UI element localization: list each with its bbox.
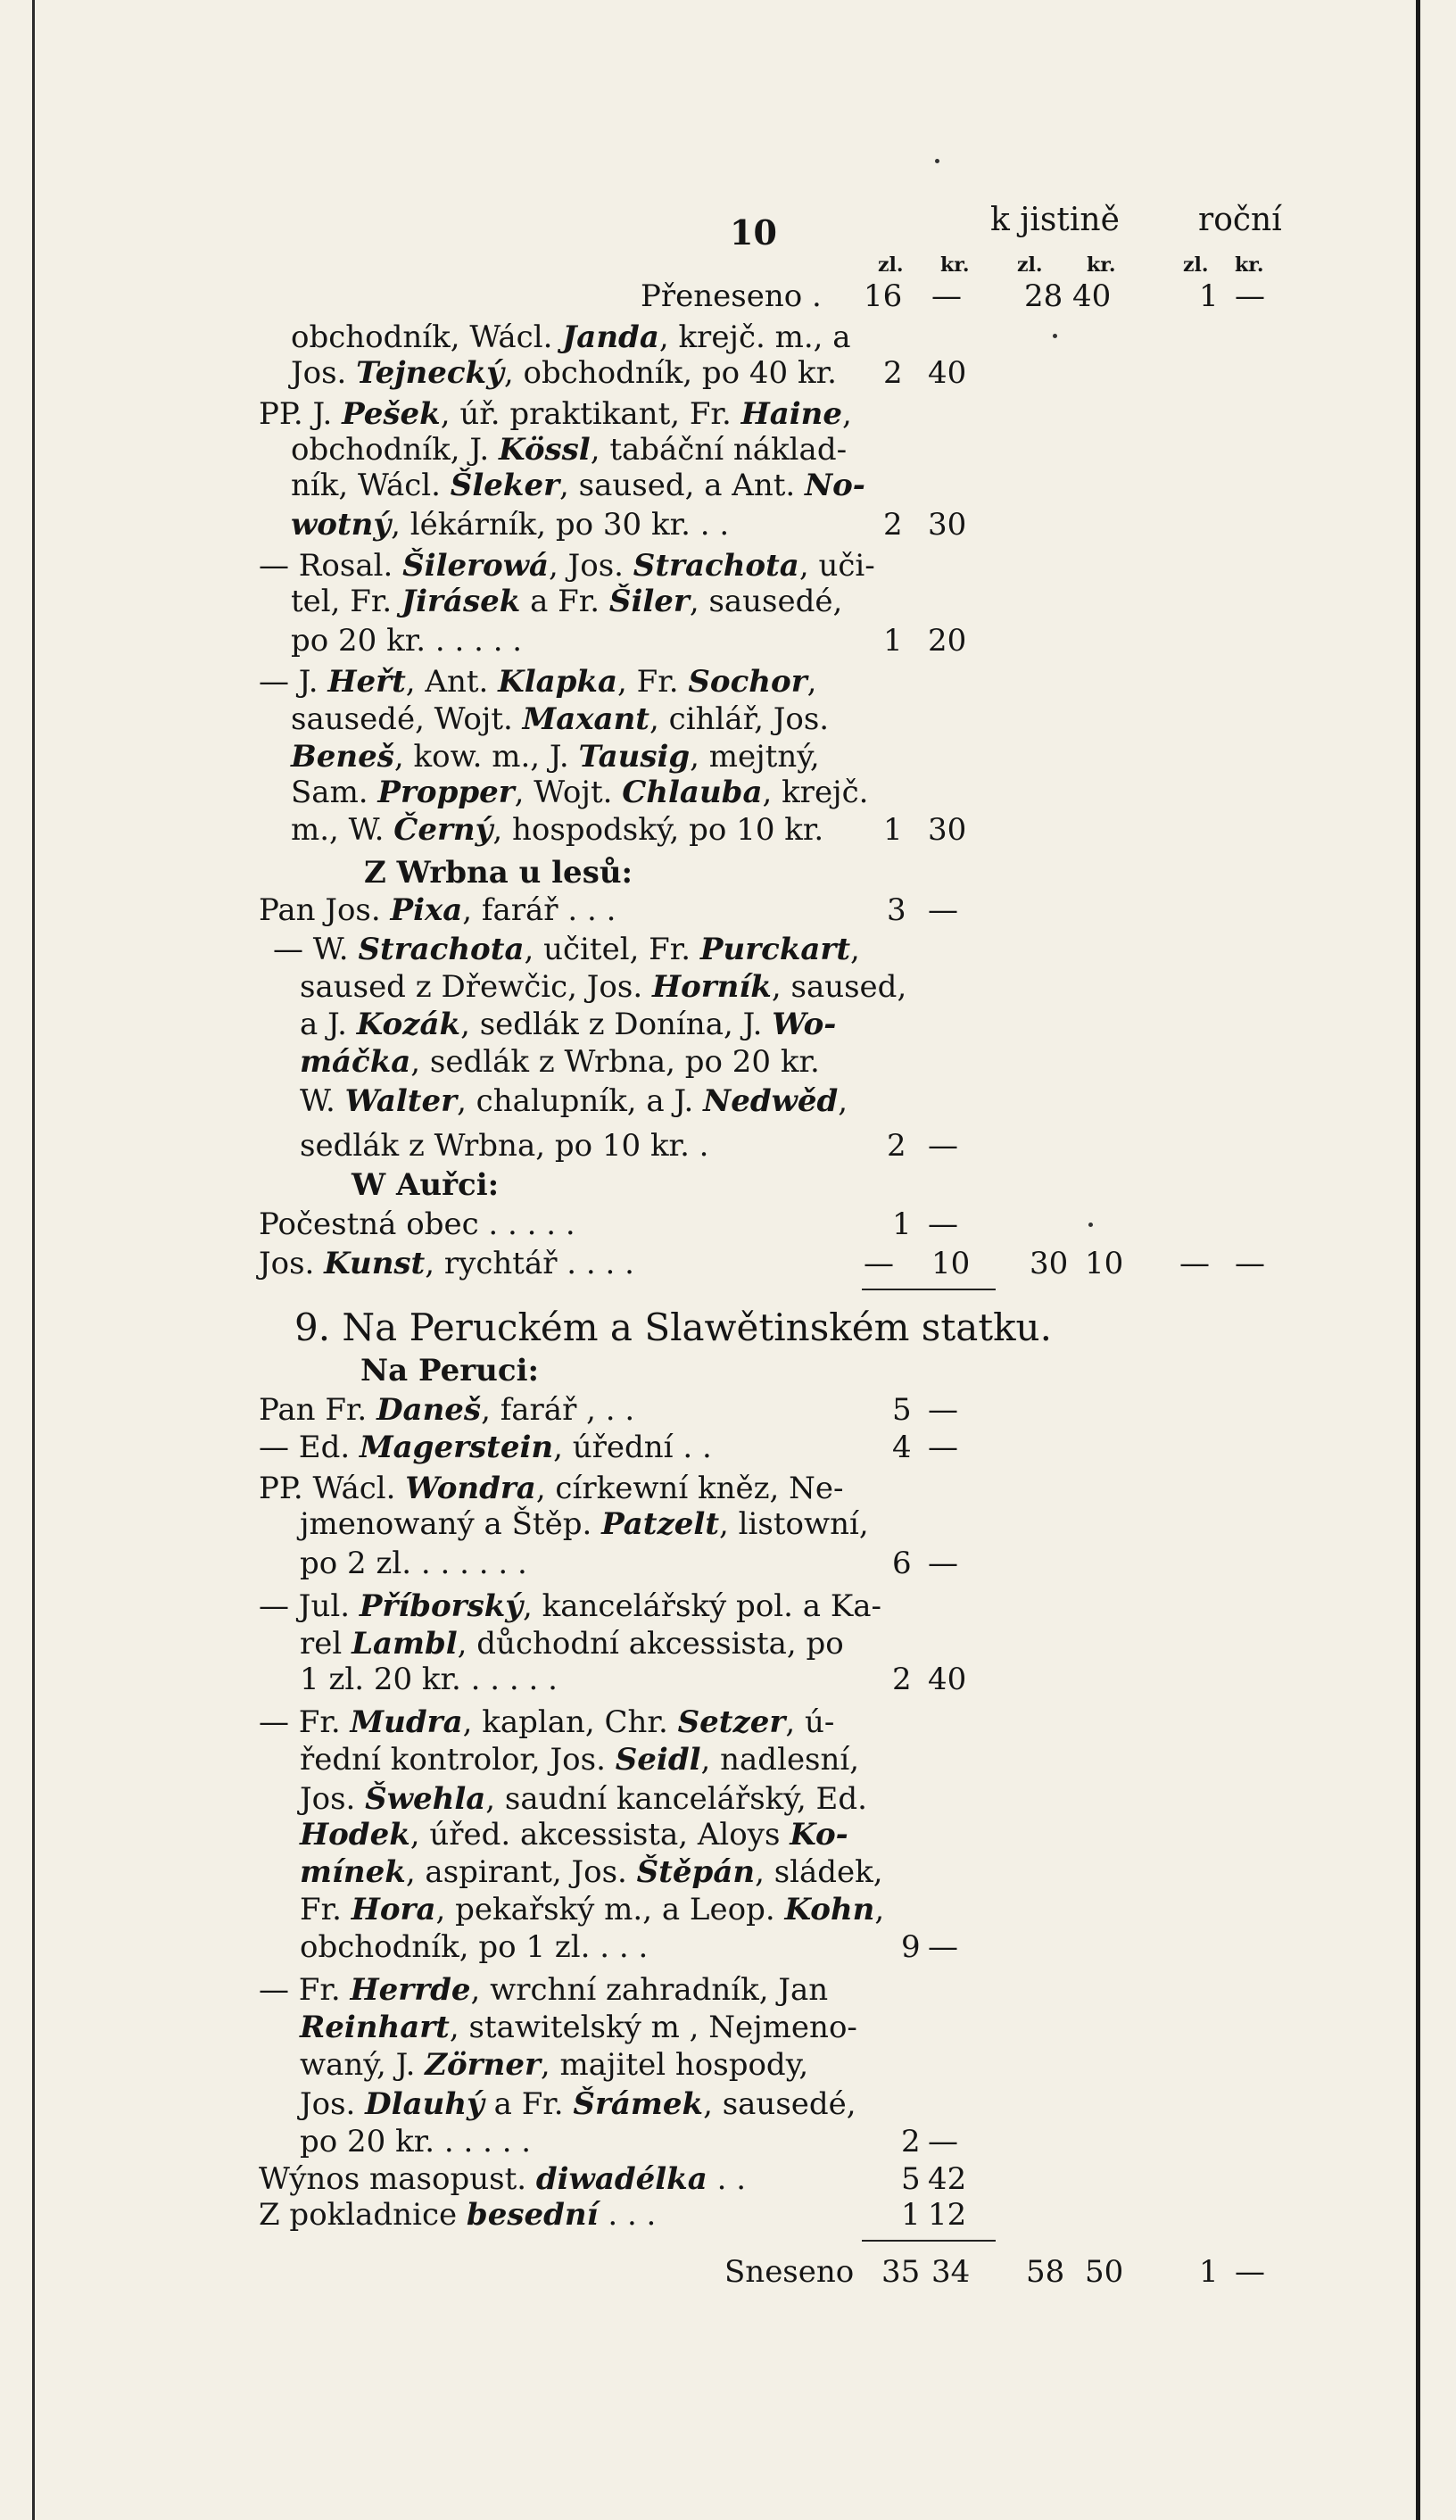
amount-kr: — [928,1392,958,1428]
text-line: obchodník, Wácl. Janda, krejč. m., a [291,319,851,355]
principal-kr: 10 [1085,1246,1124,1281]
text-line: ník, Wácl. Šleker, saused, a Ant. No- [291,468,865,503]
total-v3: 58 [1026,2254,1065,2290]
amount-zl: 1 [883,623,903,659]
stray-mark [935,159,939,163]
text-line: 1 zl. 20 kr. . . . . . [300,1662,558,1697]
amount-zl: — [864,1246,894,1281]
amount-zl: 1 [901,2197,921,2233]
text-line: obchodník, J. Kössl, tabáční náklad- [291,432,848,468]
text-line: Sam. Propper, Wojt. Chlauba, krejč. [291,775,869,810]
subtotal-rule [862,1289,996,1290]
amount-kr: 42 [928,2161,967,2197]
subheader-zl-2: zl. [1017,253,1043,277]
text-line: — W. Strachota, učitel, Fr. Purckart, [273,932,860,967]
text-line: mínek, aspirant, Jos. Štěpán, sládek, [300,1854,883,1890]
stray-mark [1088,1223,1093,1227]
total-v1: 35 [881,2254,921,2290]
amount-zl: 5 [901,2161,921,2197]
text-line: Fr. Hora, pekařský m., a Leop. Kohn, [300,1892,885,1927]
text-line: Pan Fr. Daneš, farář , . . [259,1392,635,1428]
text-line: Počestná obec . . . . . [259,1206,575,1242]
text-line: po 20 kr. . . . . . [300,2124,532,2159]
text-line: máčka, sedlák z Wrbna, po 20 kr. [300,1044,820,1080]
amount-zl: 2 [883,507,903,543]
text-line: Beneš, kow. m., J. Tausig, mejtný, [291,739,820,775]
subheader-zl-1: zl. [878,253,904,277]
text-line: Jos. Dlauhý a Fr. Šrámek, sausedé, [300,2086,856,2122]
carried-v5: 1 [1199,278,1219,314]
text-line: Pan Jos. Pixa, farář . . . [259,892,616,928]
subheading: Z Wrbna u lesů: [364,855,633,891]
subheader-kr-2: kr. [1087,253,1116,277]
amount-zl: 1 [892,1206,912,1242]
text-line: PP. Wácl. Wondra, církewní kněz, Ne- [259,1471,844,1506]
amount-kr: 10 [931,1246,971,1281]
text-line: Jos. Šwehla, saudní kancelářský, Ed. [300,1781,867,1817]
total-v4: 50 [1085,2254,1124,2290]
principal-zl: 30 [1030,1246,1069,1281]
amount-kr: 40 [928,1662,967,1697]
text-line: Wýnos masopust. diwadélka . . [259,2161,746,2197]
amount-zl: 2 [887,1128,906,1164]
amount-zl: 2 [892,1662,912,1697]
amount-kr: — [928,1929,958,1965]
text-line: řední kontrolor, Jos. Seidl, nadlesní, [300,1742,860,1778]
amount-kr: 20 [928,623,967,659]
text-line: — Ed. Magerstein, úřední . . [259,1430,712,1465]
amount-zl: 3 [887,892,906,928]
text-line: Reinhart, stawitelský m , Nejmeno- [300,2010,857,2045]
text-line: — J. Heřt, Ant. Klapka, Fr. Sochor, [259,664,817,700]
total-label: Sneseno [724,2254,855,2290]
annual-kr: — [1235,1246,1265,1281]
amount-zl: 2 [901,2124,921,2159]
amount-kr: 12 [928,2197,967,2233]
subheading: W Auřci: [352,1167,500,1203]
subheader-kr-3: kr. [1235,253,1264,277]
amount-zl: 5 [892,1392,912,1428]
amount-kr: 40 [928,355,967,391]
carried-v4: 40 [1072,278,1112,314]
amount-kr: 30 [928,507,967,543]
carried-v2: — [931,278,962,314]
text-line: waný, J. Zörner, majitel hospody, [300,2047,809,2083]
text-line: jmenowaný a Štěp. Patzelt, listowní, [300,1506,869,1542]
stray-mark [1053,334,1057,338]
text-line: — Jul. Příborský, kancelářský pol. a Ka- [259,1588,882,1624]
text-line: a J. Kozák, sedlák z Donína, J. Wo- [300,1007,837,1042]
header-principal: k jistině [990,202,1120,238]
text-line: saused z Dřewčic, Jos. Horník, saused, [300,969,907,1005]
text-line: Hodek, úřed. akcessista, Aloys Ko- [300,1817,848,1853]
text-line: sausedé, Wojt. Maxant, cihlář, Jos. [291,701,830,737]
amount-zl: 1 [883,812,903,848]
subheader-kr-1: kr. [940,253,970,277]
text-line: rel Lambl, důchodní akcessista, po [300,1626,844,1662]
total-rule [862,2240,996,2242]
amount-kr: — [928,1128,958,1164]
total-v6: — [1235,2254,1265,2290]
carried-label: Přeneseno . [641,278,822,314]
amount-kr: — [928,1430,958,1465]
total-v2: 34 [931,2254,971,2290]
text-line: m., W. Černý, hospodský, po 10 kr. [291,812,824,848]
total-v5: 1 [1199,2254,1219,2290]
text-line: Z pokladnice besední . . . [259,2197,657,2233]
text-line: Jos. Kunst, rychtář . . . . [259,1246,634,1281]
amount-zl: 9 [901,1929,921,1965]
text-line: PP. J. Pešek, úř. praktikant, Fr. Haine, [259,396,852,432]
text-line: — Fr. Herrde, wrchní zahradník, Jan [259,1972,829,2008]
subheading: Na Peruci: [360,1353,540,1388]
text-line: tel, Fr. Jirásek a Fr. Šiler, sausedé, [291,584,843,619]
amount-zl: 4 [892,1430,912,1465]
text-line: — Rosal. Šilerowá, Jos. Strachota, uči- [259,548,875,584]
amount-zl: 2 [883,355,903,391]
text-line: W. Walter, chalupník, a J. Nedwěd, [300,1083,848,1119]
amount-zl: 6 [892,1546,912,1581]
text-line: obchodník, po 1 zl. . . . [300,1929,649,1965]
amount-kr: — [928,892,958,928]
section-heading: 9. Na Peruckém a Slawětinském statku. [294,1306,1052,1349]
amount-kr: — [928,2124,958,2159]
page-number: 10 [730,212,777,253]
text-line: sedlák z Wrbna, po 10 kr. . [300,1128,709,1164]
subheader-zl-3: zl. [1183,253,1209,277]
header-annual: roční [1198,202,1282,238]
text-line: po 2 zl. . . . . . . [300,1546,527,1581]
text-line: — Fr. Mudra, kaplan, Chr. Setzer, ú- [259,1704,835,1740]
amount-kr: — [928,1546,958,1581]
carried-v6: — [1235,278,1265,314]
text-line: Jos. Tejnecký, obchodník, po 40 kr. [291,355,837,391]
amount-kr: 30 [928,812,967,848]
text-line: wotný, lékárník, po 30 kr. . . [291,507,730,543]
carried-v1: 16 [864,278,903,314]
annual-zl: — [1179,1246,1210,1281]
amount-kr: — [928,1206,958,1242]
carried-v3: 28 [1024,278,1063,314]
text-line: po 20 kr. . . . . . [291,623,523,659]
